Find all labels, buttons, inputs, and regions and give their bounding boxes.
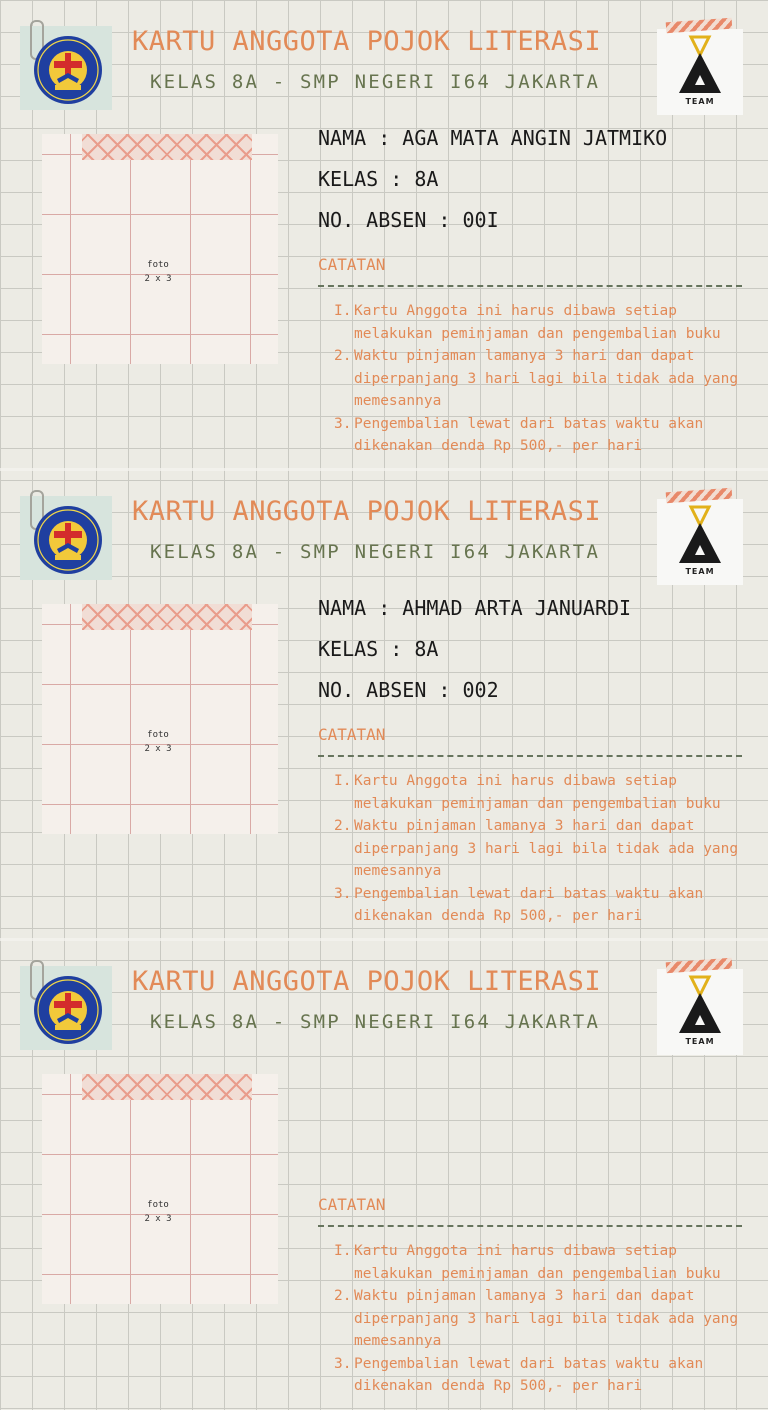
photo-tape [82,604,252,630]
note-item [330,300,750,345]
notes-list [330,1240,750,1398]
photo-label: foto 2 x 3 [144,1200,172,1224]
photo-tape [82,134,252,160]
member-name: NAMA : AGA MATA ANGIN JATMIKO [318,126,668,150]
note-text: Kartu Anggota ini harus dibawa setiap melakukan peminjaman dan pengembalian buku [354,303,721,342]
card-title: KARTU ANGGOTA POJOK LITERASI [132,496,602,527]
notes-list [330,770,750,928]
notes-list [330,300,750,458]
member-card [0,470,768,940]
note-text: Kartu Anggota ini harus dibawa setiap melakukan peminjaman dan pengembalian buku [354,773,721,812]
team-logo-icon [671,505,729,575]
school-seal-icon [33,35,103,105]
note-item [330,1353,750,1398]
photo-label: foto 2 x 3 [144,730,172,754]
note-text: Waktu pinjaman lamanya 3 hari dan dapat diperpanjang 3 hari lagi bila tidak ada yang memesannya [354,818,739,879]
note-number: 2. [334,818,352,834]
team-logo-icon [671,975,729,1045]
note-text: Waktu pinjaman lamanya 3 hari dan dapat diperpanjang 3 hari lagi bila tidak ada yang memesannya [354,1288,739,1349]
photo-placeholder [42,1074,278,1304]
note-number: 3. [334,885,352,902]
card-title: KARTU ANGGOTA POJOK LITERASI [132,966,602,997]
card-subtitle: KELAS 8A - SMP NEGERI I64 JAKARTA [150,1011,601,1033]
member-class: KELAS : 8A [318,637,439,661]
note-number: I. [334,773,352,789]
member-card [0,940,768,1410]
photo-placeholder [42,134,278,364]
note-text: Waktu pinjaman lamanya 3 hari dan dapat diperpanjang 3 hari lagi bila tidak ada yang memesannya [354,348,739,409]
dashed-divider [318,755,742,757]
note-number: I. [334,303,352,319]
card-separator [0,938,768,941]
note-item [330,815,750,883]
team-label: TEAM [685,97,715,106]
team-label: TEAM [685,567,715,576]
school-seal-icon [33,975,103,1045]
photo-label: foto 2 x 3 [144,260,172,284]
notes-title: CATATAN [318,725,386,744]
dashed-divider [318,285,742,287]
notes-title: CATATAN [318,255,386,274]
card-separator [0,468,768,471]
card-subtitle: KELAS 8A - SMP NEGERI I64 JAKARTA [150,541,601,563]
member-class: KELAS : 8A [318,167,439,191]
card-title: KARTU ANGGOTA POJOK LITERASI [132,26,602,57]
note-number: 2. [334,1288,352,1304]
school-seal-icon [33,505,103,575]
note-number: 2. [334,348,352,364]
photo-tape [82,1074,252,1100]
note-number: 3. [334,1355,352,1372]
note-item [330,1240,750,1285]
note-item [330,770,750,815]
team-label: TEAM [685,1037,715,1046]
card-subtitle: KELAS 8A - SMP NEGERI I64 JAKARTA [150,71,601,93]
member-absen: NO. ABSEN : 00I [318,208,499,232]
member-absen: NO. ABSEN : 002 [318,678,499,702]
note-item [330,413,750,458]
dashed-divider [318,1225,742,1227]
note-text: Pengembalian lewat dari batas waktu akan dikenakan denda Rp 500,- per hari [354,1355,704,1394]
notes-title: CATATAN [318,1195,386,1214]
team-logo-icon [671,35,729,105]
photo-placeholder [42,604,278,834]
note-number: 3. [334,415,352,432]
note-item [330,1285,750,1353]
member-name: NAMA : AHMAD ARTA JANUARDI [318,596,632,620]
note-number: I. [334,1243,352,1259]
member-card [0,0,768,470]
note-text: Pengembalian lewat dari batas waktu akan dikenakan denda Rp 500,- per hari [354,885,704,924]
note-text: Kartu Anggota ini harus dibawa setiap melakukan peminjaman dan pengembalian buku [354,1243,721,1282]
note-item [330,345,750,413]
note-text: Pengembalian lewat dari batas waktu akan dikenakan denda Rp 500,- per hari [354,415,704,454]
note-item [330,883,750,928]
